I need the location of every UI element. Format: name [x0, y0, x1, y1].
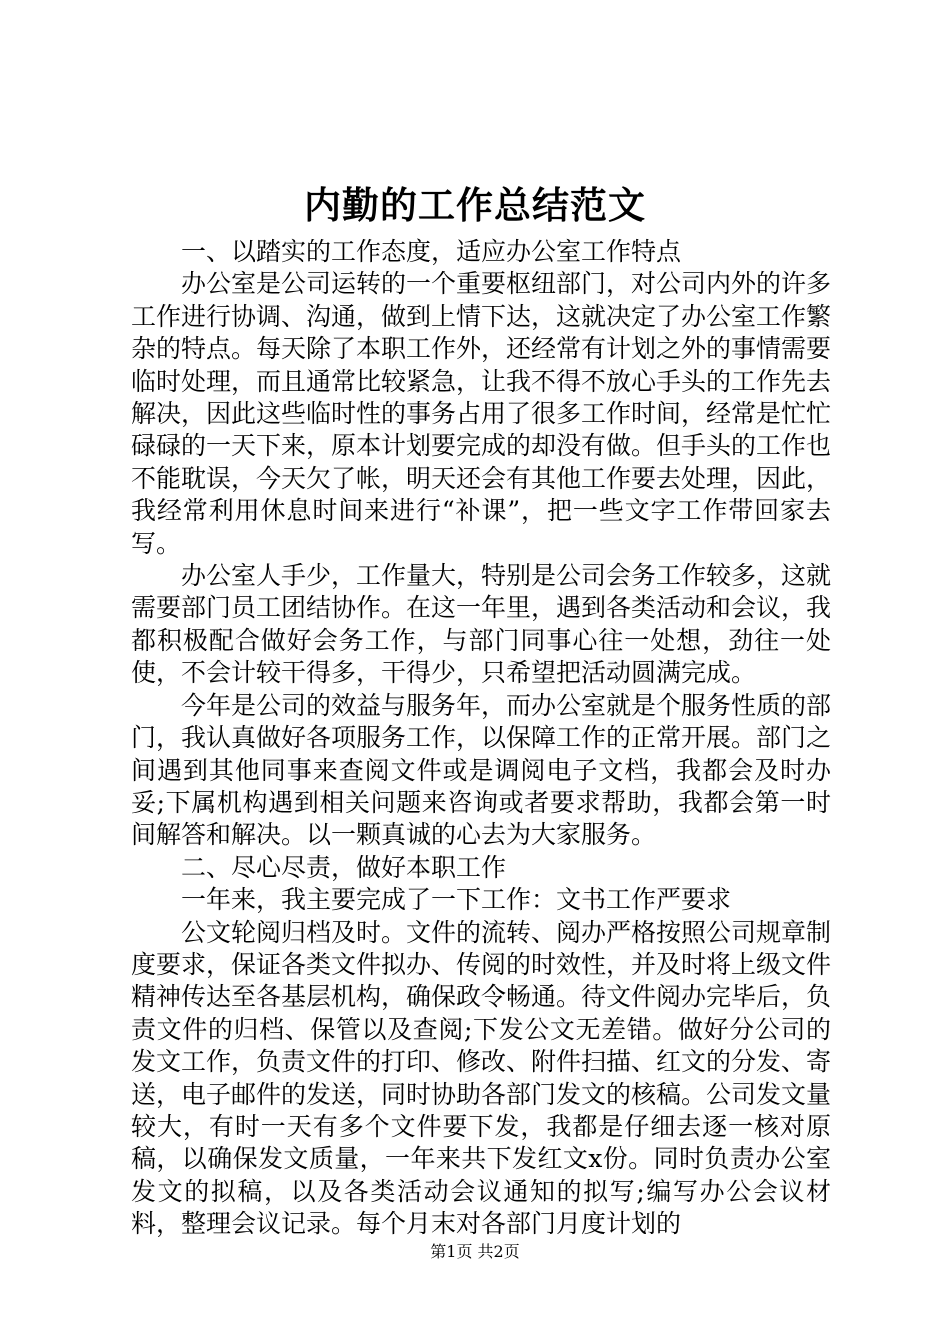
section-heading-1: 一、以踏实的工作态度，适应办公室工作特点: [181, 237, 682, 266]
paragraph-teamwork: 办公室人手少，工作量大，特别是公司会务工作较多，这就需要部门员工团结协作。在这一年里，遇到各类活动和会议，我都积极配合做好会务工作，与部门同事心往一处想，劲往一处使，不会计较干得多，干得少，只希望把活动圆满完成。: [131, 561, 832, 688]
page-footer: 第1页 共2页: [430, 1242, 520, 1261]
paragraph-document-handling: 公文轮阅归档及时。文件的流转、阅办严格按照公司规章制度要求，保证各类文件拟办、传阅的时效性，并及时将上级文件精神传达至各基层机构，确保政令畅通。待文件阅办完毕后，负责文件的归档、保管以及查阅;下发公文无差错。做好分公司的发文工作，负责文件的打印、修改、附件扫描、红文的分发、寄送，电子邮件的发送，同时协助各部门发文的核稿。公司发文量较大，有时一天有多个文件要下发，我都是仔细去逐一核对原稿，以确保发文质量，一年来共下发红文x份。同时负责办公室发文的拟稿，以及各类活动会议通知的拟写;编写办公会议材料，整理会议记录。每个月末对各部门月度计划的: [131, 917, 832, 1239]
paragraph-office-characteristics: 办公室是公司运转的一个重要枢纽部门，对公司内外的许多工作进行协调、沟通，做到上情下达，这就决定了办公室工作繁杂的特点。每天除了本职工作外，还经常有计划之外的事情需要临时处理，而且通常比较紧急，让我不得不放心手头的工作先去解决，因此这些临时性的事务占用了很多工作时间，经常是忙忙碌碌的一天下来，原本计划要完成的却没有做。但手头的工作也不能耽误，今天欠了帐，明天还会有其他工作要去处理，因此，我经常利用休息时间来进行“补课”，把一些文字工作带回家去写。: [131, 269, 832, 558]
section-heading-2: 二、尽心尽责，做好本职工作: [181, 852, 507, 882]
paragraph-work-summary-intro: 一年来，我主要完成了一下工作：文书工作严要求: [181, 885, 732, 915]
document-title: 内勤的工作总结范文: [304, 183, 646, 227]
paragraph-service: 今年是公司的效益与服务年，而办公室就是个服务性质的部门，我认真做好各项服务工作，以保障工作的正常开展。部门之间遇到其他同事来查阅文件或是调阅电子文档，我都会及时办妥;下属机构遇到相关问题来咨询或者要求帮助，我都会第一时间解答和解决。以一颗真诚的心去为大家服务。: [131, 690, 832, 850]
document-body: [131, 236, 831, 1241]
